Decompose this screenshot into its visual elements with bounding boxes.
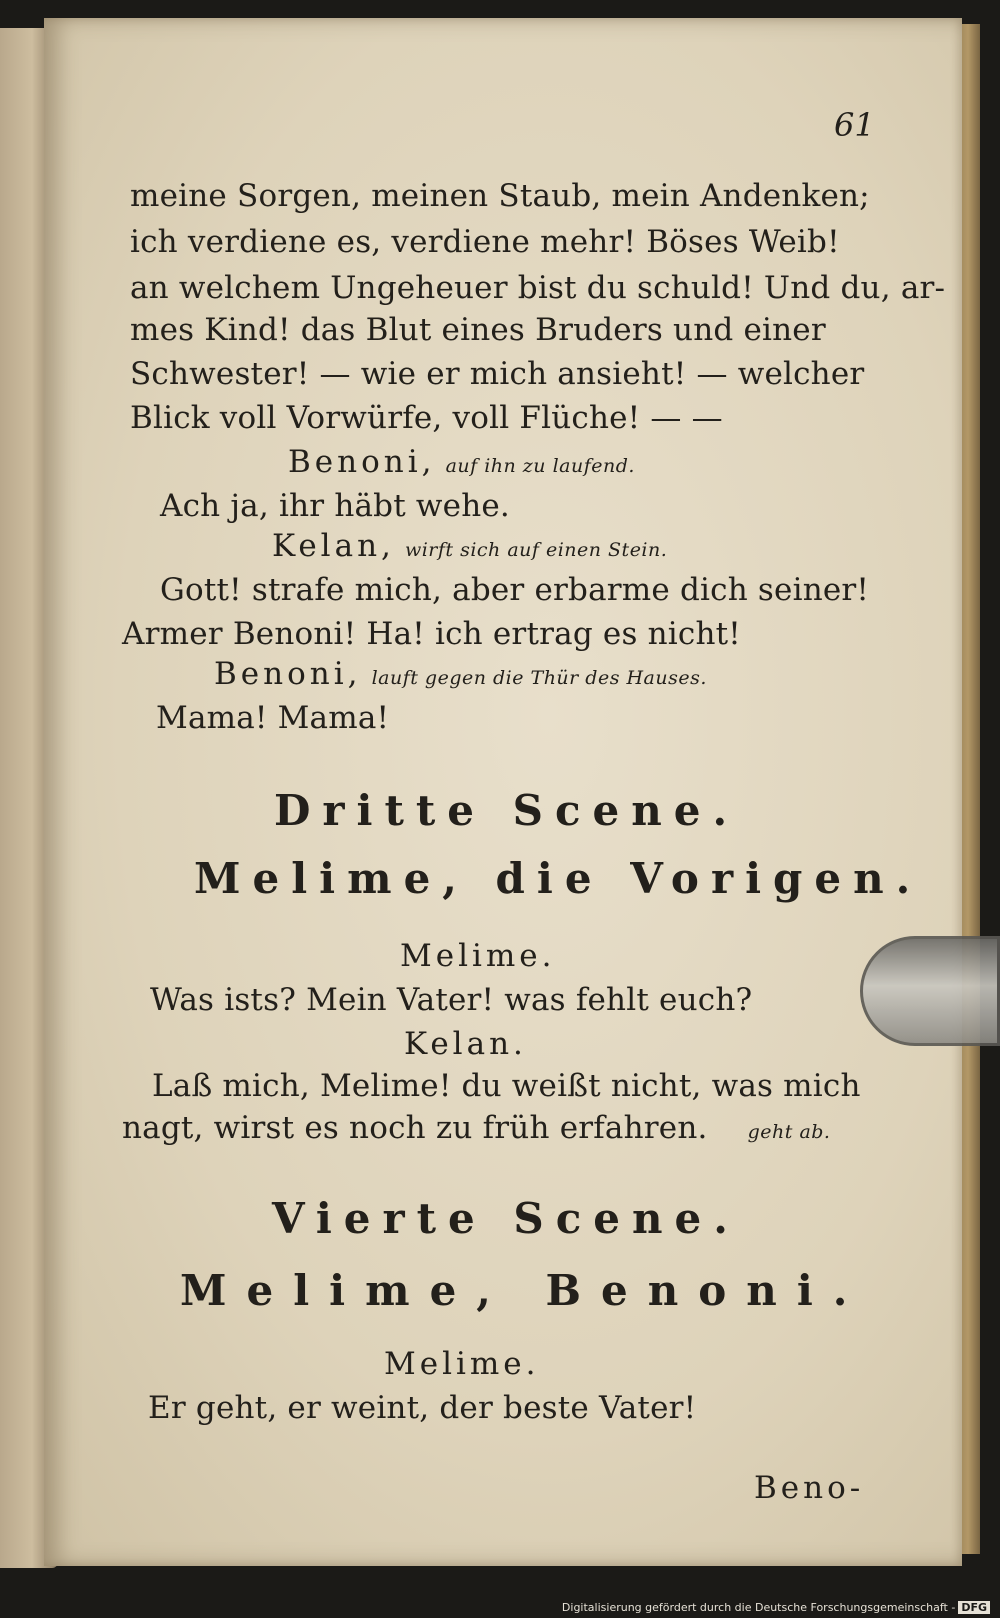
speaker-name: Melime.: [384, 1346, 540, 1382]
speech-line: Gott! strafe mich, aber erbarme dich seiner!: [160, 572, 870, 608]
speaker-name: Kelan.: [404, 1026, 527, 1062]
speaker-name: Benoni,: [288, 444, 436, 480]
stage-direction: wirft sich auf einen Stein.: [404, 539, 668, 561]
dfg-logo: DFG: [958, 1601, 990, 1614]
speaker-name: Benoni,: [214, 656, 362, 692]
speech-line: Ach ja, ihr häbt wehe.: [160, 488, 510, 524]
page-number: 61: [834, 106, 875, 144]
speech-line: Armer Benoni! Ha! ich ertrag es nicht!: [122, 616, 741, 652]
text-line-5: Schwester! — wie er mich ansieht! — welcher: [130, 356, 865, 392]
text-line-6: Blick voll Vorwürfe, voll Flüche! — —: [130, 400, 723, 436]
speaker-name: Kelan,: [272, 528, 395, 564]
speech-line: Laß mich, Melime! du weißt nicht, was mich: [152, 1068, 861, 1104]
text-line-2: ich verdiene es, verdiene mehr! Böses Weib!: [130, 224, 840, 260]
book-page: [44, 18, 962, 1566]
text-line-4: mes Kind! das Blut eines Bruders und einer: [130, 312, 826, 348]
speaker-heading: [214, 654, 707, 698]
stage-direction: auf ihn zu laufend.: [445, 455, 635, 477]
speech-line: Was ists? Mein Vater! was fehlt euch?: [150, 982, 753, 1018]
speaker-heading: [272, 526, 667, 570]
text-line-3: an welchem Ungeheuer bist du schuld! Und du, ar-: [130, 270, 946, 306]
speech-line: nagt, wirst es noch zu früh erfahren. geht ab.: [122, 1110, 831, 1146]
scene-cast: Melime, die Vorigen.: [194, 854, 923, 903]
scene-cast: Melime, Benoni.: [180, 1266, 868, 1315]
footer-text: Digitalisierung gefördert durch die Deutsche Forschungsgemeinschaft -: [561, 1601, 956, 1614]
speech-line: Mama! Mama!: [156, 700, 390, 736]
speaker-name: Melime.: [400, 938, 556, 974]
speaker-heading: [288, 442, 635, 486]
catchword: Beno-: [754, 1470, 865, 1506]
speech-line: Er geht, er weint, der beste Vater!: [148, 1390, 697, 1426]
scene-heading: Vierte Scene.: [272, 1194, 740, 1243]
stage-direction: geht ab.: [747, 1121, 831, 1143]
scene-heading: Dritte Scene.: [274, 786, 740, 835]
page-clip: [860, 936, 1000, 1046]
stage-direction: lauft gegen die Thür des Hauses.: [371, 667, 707, 689]
text-line-1: meine Sorgen, meinen Staub, mein Andenken;: [130, 178, 870, 214]
digitization-footer: [562, 1601, 990, 1614]
